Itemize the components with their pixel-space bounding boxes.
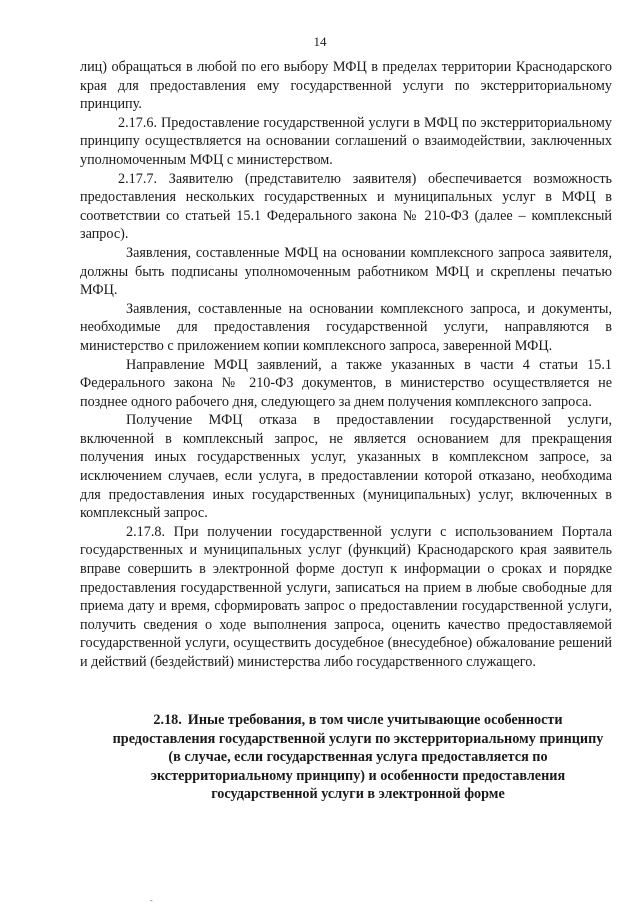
section-number: 2.18. (153, 712, 182, 728)
scan-mark: - (150, 896, 153, 905)
paragraph: Получение МФЦ отказа в предоставлении государственной услуги, включенной в комплексный запрос, не является основанием для прекращения получения иных государственных услуг, указанных в комплексном запросе, за исключением случаев, если услуга, в предоставлении которой отказано, необходима для предоставления иных государственных (муниципальных) услуг, включенных в комплексный запрос. (80, 412, 612, 522)
section-title: Иные требования, в том числе учитывающие особенности предоставления государственной услуги по экстерриториальному принципу (в случае, если государственная услуга предоставляется по экстерриториальному принципу) и особенности предоставления государственной услуги в электронной форме (112, 712, 604, 803)
paragraph: 2.17.6. Предоставление государственной услуги в МФЦ по экстерриториальному принципу осуществляется на основании соглашений о взаимодействии, заключенных уполномоченным МФЦ с министерством. (80, 114, 612, 168)
paragraph: лиц) обращаться в любой по его выбору МФЦ в пределах территории Краснодарского края для предоставления ему государственной услуги по экстерриториальному принципу. (80, 59, 612, 113)
document-body (80, 58, 612, 672)
paragraph: Направление МФЦ заявлений, а также указанных в части 4 статьи 15.1 Федерального закона № 210-ФЗ документов, в министерство осуществляется не позднее одного рабочего дня, следующего за днем получения комплексного запроса. (80, 356, 612, 410)
paragraph: Заявления, составленные МФЦ на основании комплексного запроса заявителя, должны быть подписаны уполномоченным работником МФЦ и скреплены печатью МФЦ. (80, 244, 612, 299)
paragraph: Заявления, составленные на основании комплексного запроса, и документы, необходимые для предоставления государственной услуги, направляются в министерство с приложением копии комплексного запроса, заверенной МФЦ. (80, 300, 612, 354)
section-heading (108, 711, 608, 804)
paragraph: 2.17.8. При получении государственной услуги с использованием Портала государственных и муниципальных услуг (функций) Краснодарского края заявитель вправе совершить в электронной форме доступ к информации о сроках и порядке предоставления государственной услуги, записаться на прием в любые свободные для приема дату и время, сформировать запрос о предоставлении государственной услуги, получить сведения о ходе выполнения запроса, оценить качество предоставляемой государственной услуги, осуществить досудебное (внесудебное) обжалование решений и действий (бездействий) министерства либо государственного служащего. (80, 523, 612, 670)
paragraph: 2.17.7. Заявителю (представителю заявителя) обеспечивается возможность предоставления нескольких государственных и муниципальных услуг в МФЦ в соответствии со статьей 15.1 Федерального закона № 210-ФЗ (далее – комплексный запрос). (80, 170, 612, 243)
page-number: 14 (313, 34, 327, 49)
